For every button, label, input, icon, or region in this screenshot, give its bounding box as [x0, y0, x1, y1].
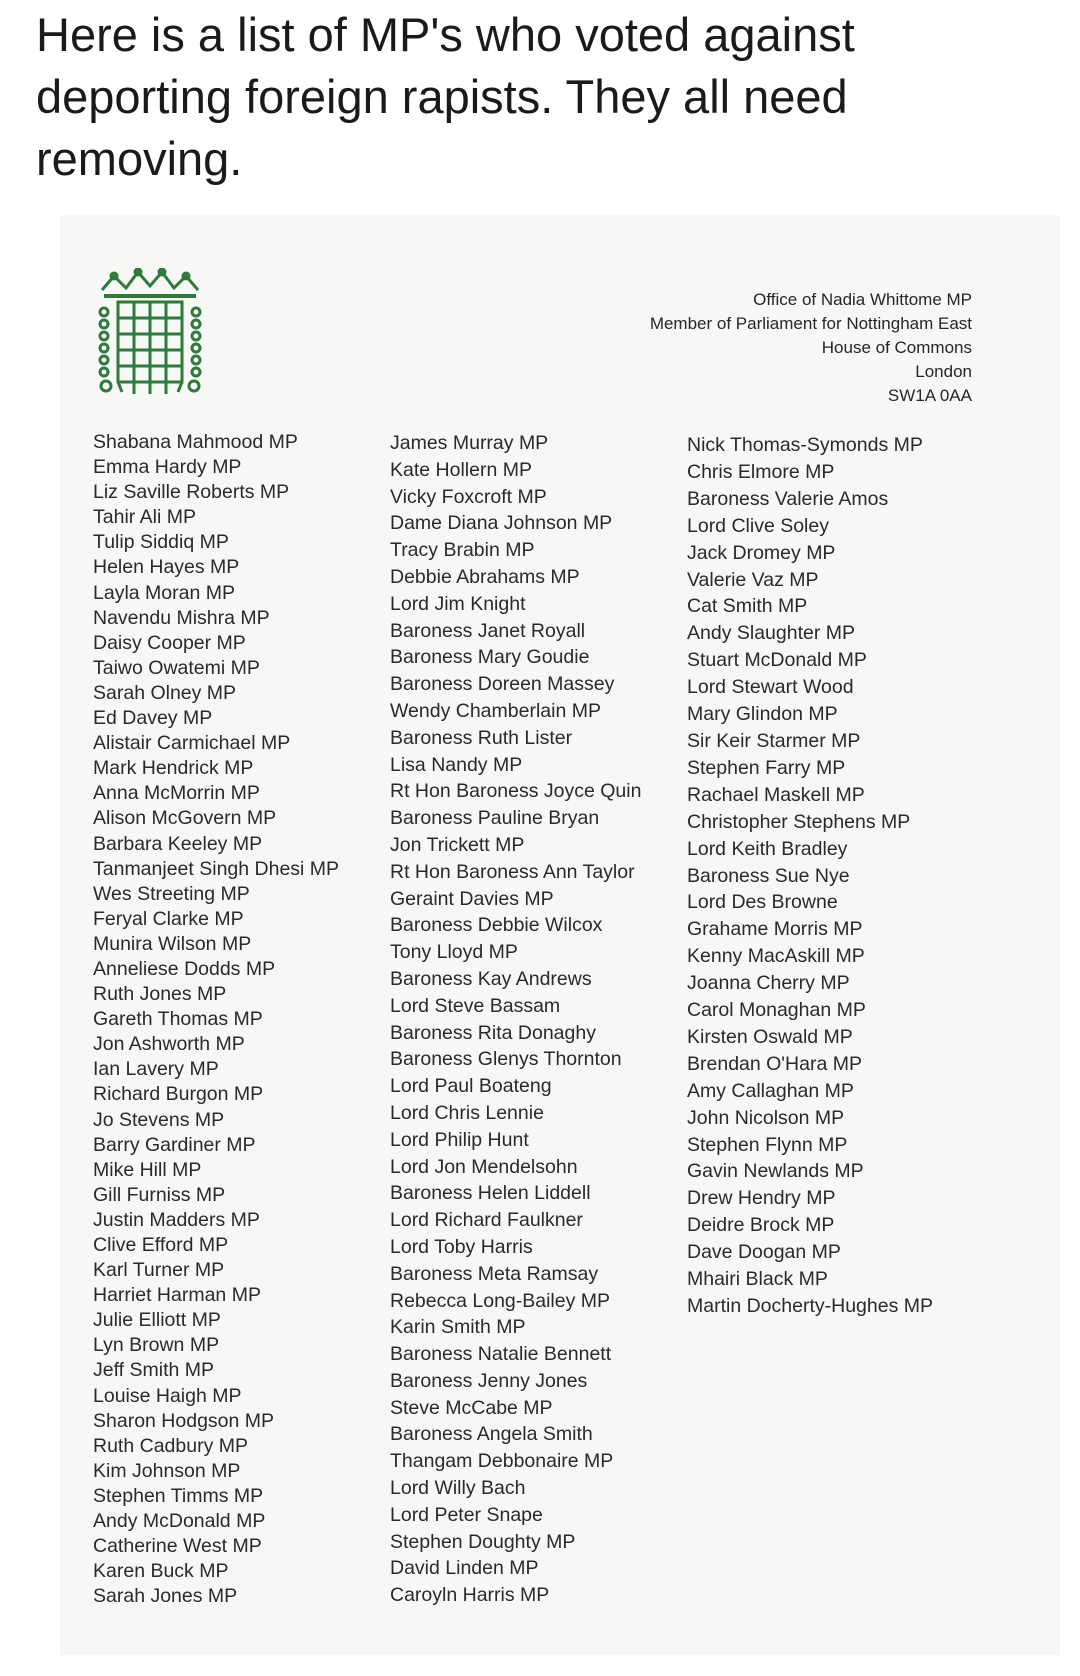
names-column-1 — [93, 430, 339, 1609]
list-item: Kenny MacAskill MP — [687, 945, 865, 968]
list-item: Debbie Abrahams MP — [390, 565, 580, 588]
list-item: Justin Madders MP — [93, 1208, 260, 1231]
list-item: Stephen Farry MP — [687, 756, 846, 779]
list-item: David Linden MP — [390, 1557, 539, 1580]
list-item: Layla Moran MP — [93, 581, 235, 604]
list-item: Daisy Cooper MP — [93, 631, 246, 654]
list-item: Baroness Meta Ramsay — [390, 1262, 599, 1285]
address-line: SW1A 0AA — [887, 386, 972, 405]
list-item: Rt Hon Baroness Ann Taylor — [390, 860, 635, 883]
list-item: Carol Monaghan MP — [687, 999, 866, 1022]
list-item: Lord Jon Mendelsohn — [390, 1155, 578, 1178]
list-item: Lord Peter Snape — [390, 1503, 543, 1526]
list-item: Gill Furniss MP — [93, 1183, 226, 1206]
list-item: Mary Glindon MP — [687, 703, 838, 726]
address-line: Member of Parliament for Nottingham East — [649, 314, 972, 333]
list-item: Wes Streeting MP — [93, 882, 250, 905]
names-column-2 — [390, 430, 641, 1609]
address-line: London — [915, 362, 972, 381]
list-item: Grahame Morris MP — [687, 918, 863, 941]
list-item: Sir Keir Starmer MP — [687, 729, 861, 752]
list-item: Lord Steve Bassam — [390, 994, 561, 1017]
list-item: Mike Hill MP — [93, 1158, 202, 1181]
letterhead-address — [650, 288, 972, 408]
list-item: Baroness Pauline Bryan — [390, 807, 600, 830]
list-item: Anna McMorrin MP — [93, 782, 260, 805]
list-item: Rt Hon Baroness Joyce Quin — [390, 780, 642, 803]
list-item: Karen Buck MP — [93, 1560, 229, 1583]
list-item: Ian Lavery MP — [93, 1058, 219, 1081]
list-item: Vicky Foxcroft MP — [390, 485, 547, 508]
list-item: Baroness Debbie Wilcox — [390, 914, 603, 937]
list-item: Lyn Brown MP — [93, 1334, 220, 1357]
list-item: Tahir Ali MP — [93, 506, 196, 529]
list-item: Lord Toby Harris — [390, 1235, 533, 1258]
list-item: Emma Hardy MP — [93, 456, 242, 479]
list-item: Baroness Jenny Jones — [390, 1369, 588, 1392]
list-item: Julie Elliott MP — [93, 1309, 221, 1332]
list-item: Munira Wilson MP — [93, 932, 252, 955]
list-item: Jon Ashworth MP — [93, 1033, 245, 1056]
list-item: Baroness Kay Andrews — [390, 967, 592, 990]
list-item: Clive Efford MP — [93, 1234, 229, 1256]
list-item: Kim Johnson MP — [93, 1459, 241, 1482]
list-item: Stephen Flynn MP — [687, 1133, 848, 1156]
list-item: Caroyln Harris MP — [390, 1584, 550, 1607]
list-item: John Nicolson MP — [687, 1106, 845, 1129]
list-item: Amy Callaghan MP — [687, 1079, 854, 1102]
list-item: Nick Thomas-Symonds MP — [687, 434, 923, 456]
list-item: Gavin Newlands MP — [687, 1160, 864, 1183]
list-item: Jo Stevens MP — [93, 1108, 225, 1131]
list-item: Rachael Maskell MP — [687, 783, 865, 806]
list-item: Sarah Olney MP — [93, 681, 237, 704]
list-item: Mark Hendrick MP — [93, 757, 254, 780]
list-item: Baroness Doreen Massey — [390, 673, 615, 696]
list-item: Sharon Hodgson MP — [93, 1409, 275, 1432]
list-item: Ed Davey MP — [93, 707, 213, 730]
list-item: Lord Jim Knight — [390, 592, 526, 615]
list-item: Lord Paul Boateng — [390, 1075, 552, 1098]
list-item: Lord Stewart Wood — [687, 676, 854, 699]
list-item: Taiwo Owatemi MP — [93, 656, 260, 679]
list-item: Gareth Thomas MP — [93, 1008, 263, 1031]
list-item: Kirsten Oswald MP — [687, 1025, 853, 1048]
list-item: Mhairi Black MP — [687, 1268, 828, 1291]
list-item: Shabana Mahmood MP — [93, 431, 298, 453]
post-text: Here is a list of MP's who voted against deporting foreign rapists. They all need removing. — [36, 8, 855, 185]
list-item: Navendu Mishra MP — [93, 606, 270, 629]
list-item: Drew Hendry MP — [687, 1187, 836, 1210]
list-item: Jon Trickett MP — [390, 833, 525, 856]
list-item: Rebecca Long-Bailey MP — [390, 1289, 611, 1312]
list-item: Tracy Brabin MP — [390, 539, 535, 562]
list-item: Anneliese Dodds MP — [93, 957, 276, 980]
list-item: Louise Haigh MP — [93, 1384, 242, 1407]
names-column-3 — [687, 432, 933, 1320]
list-item: Harriet Harman MP — [93, 1284, 261, 1307]
list-item: Baroness Rita Donaghy — [390, 1021, 596, 1044]
list-item: Andy McDonald MP — [93, 1510, 266, 1533]
list-item: Ruth Jones MP — [93, 983, 227, 1006]
list-item: Lord Des Browne — [687, 891, 838, 914]
list-item: Karin Smith MP — [390, 1316, 526, 1339]
list-item: Baroness Angela Smith — [390, 1423, 593, 1446]
address-line: Office of Nadia Whittome MP — [753, 290, 972, 309]
list-item: Tulip Siddiq MP — [93, 531, 229, 554]
list-item: Stephen Doughty MP — [390, 1530, 576, 1553]
list-item: Alistair Carmichael MP — [93, 732, 291, 755]
list-item: Baroness Glenys Thornton — [390, 1048, 622, 1071]
list-item: Martin Docherty-Hughes MP — [687, 1295, 933, 1317]
list-item: Lord Keith Bradley — [687, 837, 848, 860]
list-item: Dame Diana Johnson MP — [390, 512, 613, 535]
list-item: Dave Doogan MP — [687, 1241, 841, 1264]
list-item: Ruth Cadbury MP — [93, 1434, 248, 1457]
list-item: Lisa Nandy MP — [390, 753, 523, 776]
list-item: Lord Willy Bach — [390, 1477, 526, 1500]
list-item: Christopher Stephens MP — [687, 810, 911, 833]
list-item: Baroness Helen Liddell — [390, 1182, 591, 1205]
list-item: Catherine West MP — [93, 1535, 262, 1558]
list-item: Geraint Davies MP — [390, 887, 554, 910]
list-item: Brendan O'Hara MP — [687, 1052, 862, 1075]
list-item: Baroness Sue Nye — [687, 864, 850, 887]
list-item: Barbara Keeley MP — [93, 832, 263, 855]
list-item: Alison McGovern MP — [93, 807, 277, 830]
list-item: Cat Smith MP — [687, 595, 808, 618]
list-item: Sarah Jones MP — [93, 1585, 238, 1608]
address-line: House of Commons — [821, 338, 972, 357]
list-item: Feryal Clarke MP — [93, 907, 244, 930]
list-item: Baroness Janet Royall — [390, 619, 586, 642]
list-item: Barry Gardiner MP — [93, 1133, 256, 1156]
list-item: Karl Turner MP — [93, 1259, 225, 1282]
list-item: Baroness Mary Goudie — [390, 646, 590, 669]
list-item: Valerie Vaz MP — [687, 568, 819, 591]
list-item: Stuart McDonald MP — [687, 649, 867, 672]
list-item: Baroness Natalie Bennett — [390, 1343, 612, 1366]
list-item: Steve McCabe MP — [390, 1396, 553, 1419]
list-item: Helen Hayes MP — [93, 556, 240, 579]
list-item: Baroness Ruth Lister — [390, 726, 573, 749]
list-item: Lord Philip Hunt — [390, 1128, 529, 1151]
list-item: Jeff Smith MP — [93, 1359, 215, 1382]
list-item: Lord Clive Soley — [687, 514, 829, 537]
list-item: Lord Richard Faulkner — [390, 1209, 583, 1232]
list-item: Deidre Brock MP — [687, 1214, 835, 1237]
list-item: Richard Burgon MP — [93, 1083, 264, 1106]
list-item: Wendy Chamberlain MP — [390, 699, 601, 722]
list-item: Tony Lloyd MP — [390, 941, 518, 964]
list-item: Stephen Timms MP — [93, 1484, 264, 1507]
list-item: Thangam Debbonaire MP — [390, 1450, 614, 1473]
list-item: Baroness Valerie Amos — [687, 487, 889, 510]
portcullis-crest-icon — [94, 268, 206, 404]
list-item: Andy Slaughter MP — [687, 622, 856, 645]
list-item: Lord Chris Lennie — [390, 1101, 544, 1124]
list-item: Kate Hollern MP — [390, 458, 532, 481]
list-item: Tanmanjeet Singh Dhesi MP — [93, 857, 340, 880]
list-item: Liz Saville Roberts MP — [93, 481, 290, 504]
list-item: Joanna Cherry MP — [687, 972, 850, 995]
list-item: Jack Dromey MP — [687, 541, 836, 564]
list-item: James Murray MP — [390, 432, 549, 454]
list-item: Chris Elmore MP — [687, 460, 835, 483]
